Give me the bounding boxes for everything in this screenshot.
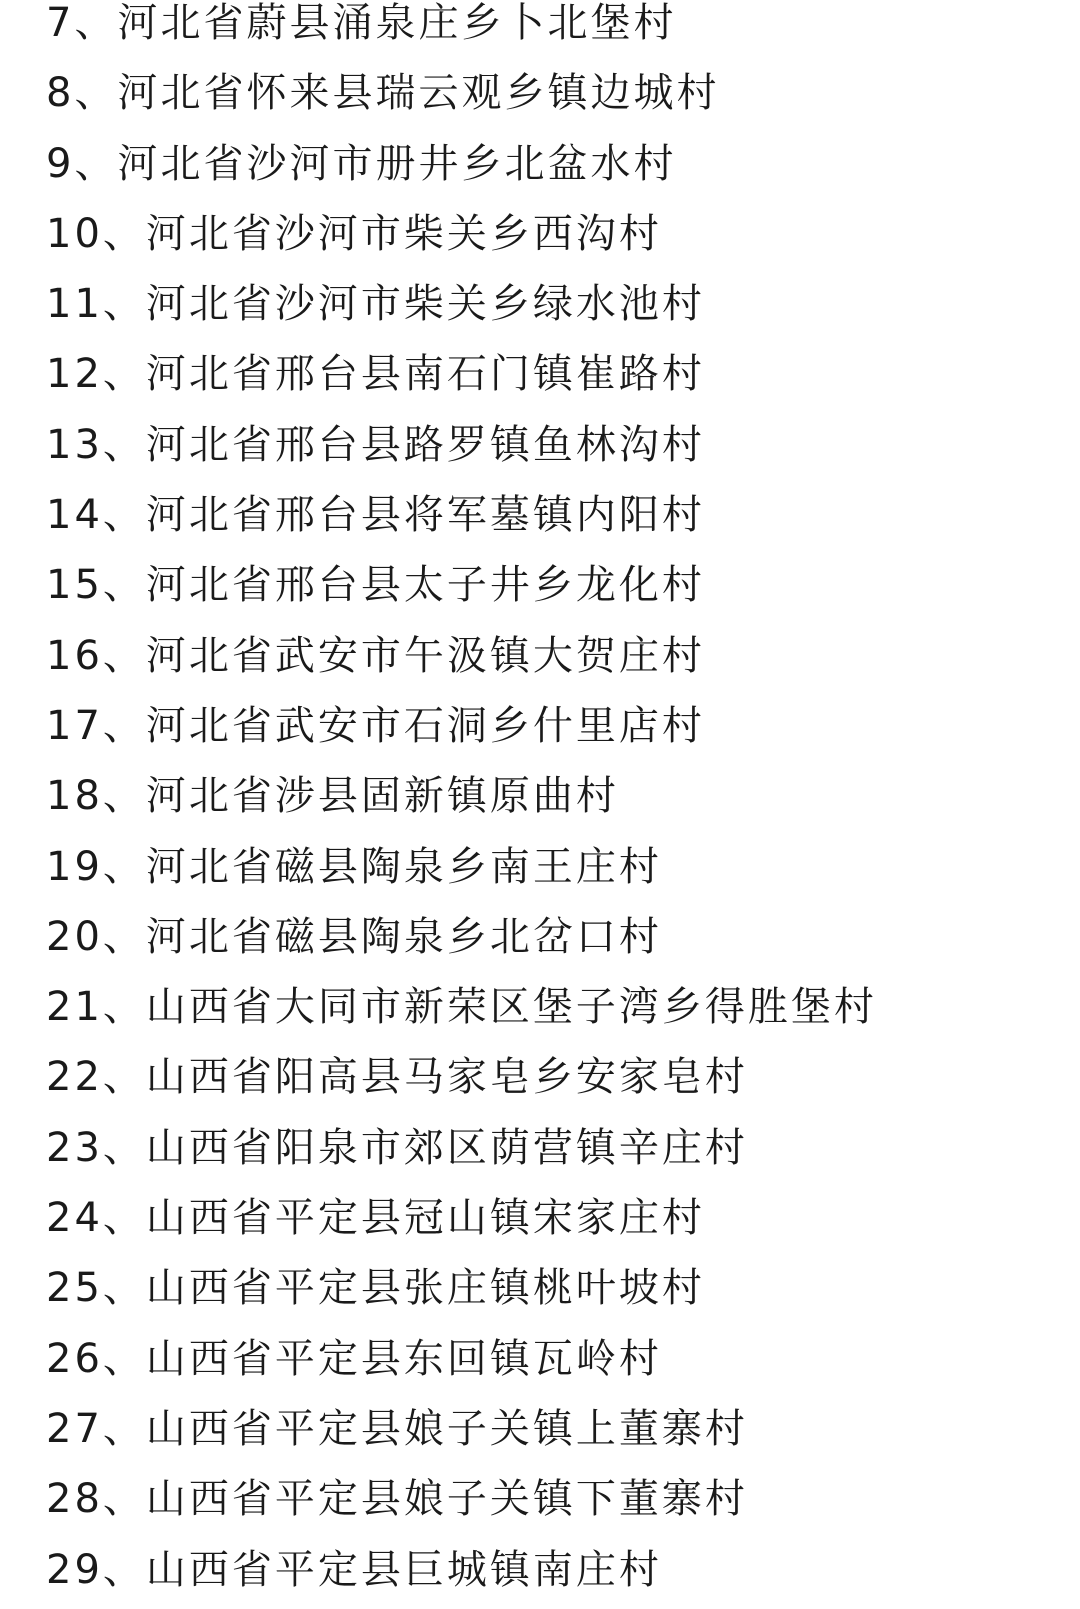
list-item: 13、河北省邢台县路罗镇鱼林沟村: [46, 421, 705, 468]
list-item: 29、山西省平定县巨城镇南庄村: [46, 1546, 662, 1593]
list-item: 16、河北省武安市午汲镇大贺庄村: [46, 632, 705, 679]
village-list: [46, 0, 877, 1605]
list-item: 14、河北省邢台县将军墓镇内阳村: [46, 492, 705, 539]
list-item: 20、河北省磁县陶泉乡北岔口村: [46, 913, 662, 960]
list-item: 27、山西省平定县娘子关镇上董寨村: [46, 1405, 748, 1452]
list-item: 10、河北省沙河市柴关乡西沟村: [46, 210, 662, 257]
list-item: 19、河北省磁县陶泉乡南王庄村: [46, 843, 662, 890]
list-item: 22、山西省阳高县马家皂乡安家皂村: [46, 1054, 748, 1101]
list-item: 7、河北省蔚县涌泉庄乡卜北堡村: [46, 0, 677, 46]
list-item: 11、河北省沙河市柴关乡绿水池村: [46, 281, 705, 328]
list-item: 15、河北省邢台县太子井乡龙化村: [46, 562, 705, 609]
list-item: 17、河北省武安市石洞乡什里店村: [46, 702, 705, 749]
list-item: 9、河北省沙河市册井乡北盆水村: [46, 140, 677, 187]
list-item: 28、山西省平定县娘子关镇下董寨村: [46, 1476, 748, 1523]
list-item: 18、河北省涉县固新镇原曲村: [46, 773, 619, 820]
list-item: 12、河北省邢台县南石门镇崔路村: [46, 351, 705, 398]
list-item: 21、山西省大同市新荣区堡子湾乡得胜堡村: [46, 984, 877, 1031]
list-item: 25、山西省平定县张庄镇桃叶坡村: [46, 1265, 705, 1312]
list-item: 24、山西省平定县冠山镇宋家庄村: [46, 1195, 705, 1242]
list-item: 8、河北省怀来县瑞云观乡镇边城村: [46, 70, 720, 117]
list-item: 26、山西省平定县东回镇瓦岭村: [46, 1335, 662, 1382]
list-item: 23、山西省阳泉市郊区荫营镇辛庄村: [46, 1124, 748, 1171]
